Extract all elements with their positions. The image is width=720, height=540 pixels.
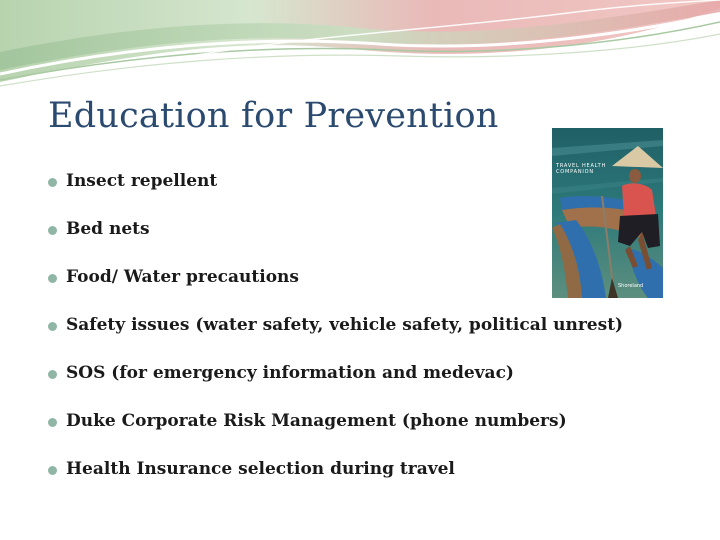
bullet-item-food-water — [48, 266, 623, 314]
bullet-item-health-insurance — [48, 458, 623, 506]
bullet-text: Duke Corporate Risk Management (phone numbers) — [66, 411, 567, 431]
bullet-text: Health Insurance selection during travel — [66, 459, 455, 479]
bullet-icon — [48, 466, 57, 475]
cover-illustration — [552, 128, 663, 298]
bullet-text: Bed nets — [66, 219, 150, 239]
bullet-item-insect-repellent — [48, 170, 623, 218]
bullet-icon — [48, 418, 57, 427]
bullet-text: SOS (for emergency information and medevac) — [66, 363, 514, 383]
travel-health-companion-cover-image — [552, 128, 663, 298]
bullet-icon — [48, 178, 57, 187]
decorative-wave-header — [0, 0, 720, 90]
bullet-icon — [48, 274, 57, 283]
bullet-icon — [48, 226, 57, 235]
book-title-line-2: COMPANION — [556, 169, 594, 175]
bullet-text: Food/ Water precautions — [66, 267, 299, 287]
bullet-item-sos — [48, 362, 623, 410]
slide-title: Education for Prevention — [48, 96, 499, 136]
bullet-item-bed-nets — [48, 218, 623, 266]
book-title — [556, 163, 616, 175]
bullet-icon — [48, 322, 57, 331]
bullet-list — [48, 170, 623, 506]
bullet-item-safety-issues — [48, 314, 623, 362]
bullet-icon — [48, 370, 57, 379]
book-title-line-1: TRAVEL HEALTH — [556, 163, 607, 169]
bullet-item-risk-management — [48, 410, 623, 458]
bullet-text: Insect repellent — [66, 171, 218, 191]
book-publisher-logo: Shoreland — [618, 283, 644, 289]
bullet-text: Safety issues (water safety, vehicle safety, political unrest) — [66, 315, 624, 335]
